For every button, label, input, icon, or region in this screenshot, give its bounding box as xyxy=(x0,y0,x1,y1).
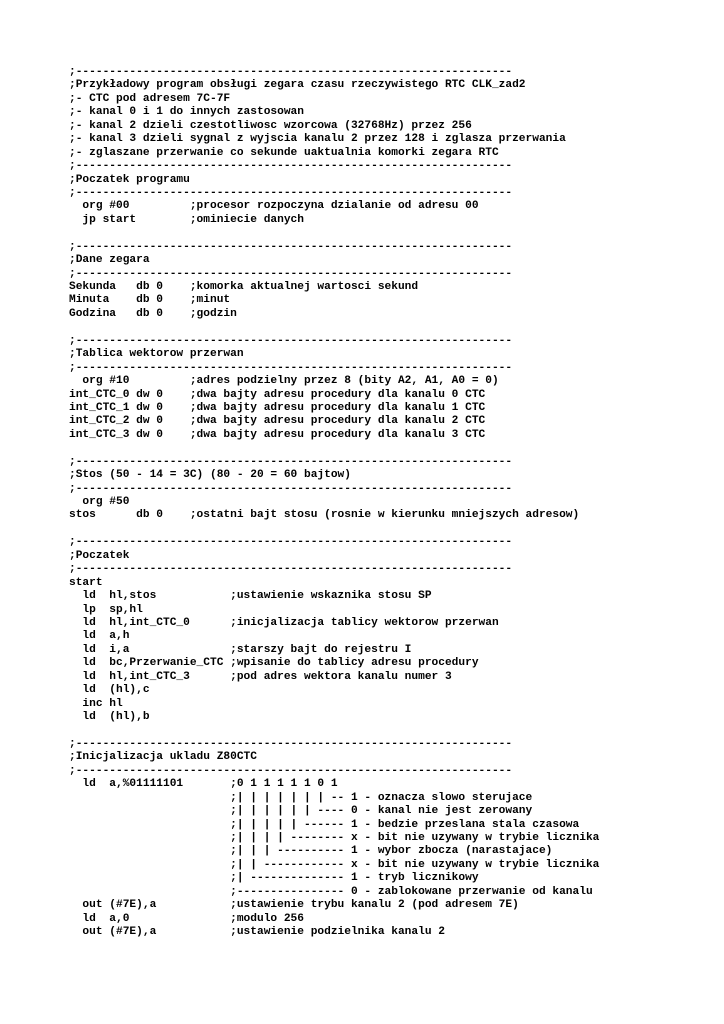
separator-line: ;----------------------------------------------------------------- xyxy=(69,764,513,777)
separator-line: ;----------------------------------------------------------------- xyxy=(69,66,513,78)
comment-line: ;Poczatek programu xyxy=(69,173,190,186)
code-line: Minuta db 0 ;minut xyxy=(69,294,231,307)
comment-line: ;- kanal 0 i 1 do innych zastosowan xyxy=(69,106,304,119)
comment-line: ;Tablica wektorow przerwan xyxy=(69,348,244,361)
separator-line: ;----------------------------------------------------------------- xyxy=(69,186,513,199)
code-line: ;| | | | | | | -- 1 - oznacza slowo sterujace xyxy=(69,791,533,804)
code-line: ;| | | | -------- x - bit nie uzywany w trybie licznika xyxy=(69,831,600,844)
code-line: ld (hl),b xyxy=(69,711,150,723)
code-line: ld i,a ;starszy bajt do rejestru I xyxy=(69,643,412,656)
assembly-code-listing xyxy=(69,66,599,939)
code-line: org #10 ;adres podzielny przez 8 (bity A2, A1, A0 = 0) xyxy=(69,375,499,388)
separator-line: ;----------------------------------------------------------------- xyxy=(69,482,513,495)
code-line: ld a,0 ;modulo 256 xyxy=(69,912,304,925)
code-line: Godzina db 0 ;godzin xyxy=(69,307,237,320)
blank-line xyxy=(69,724,599,737)
code-line: ld hl,stos ;ustawienie wskaznika stosu SP xyxy=(69,590,432,603)
separator-line: ;----------------------------------------------------------------- xyxy=(69,563,513,576)
comment-line: ;Przykładowy program obsługi zegara czasu rzeczywistego RTC CLK_zad2 xyxy=(69,79,526,92)
code-line: ;| -------------- 1 - tryb licznikowy xyxy=(69,872,479,885)
code-line: out (#7E),a ;ustawienie trybu kanalu 2 (pod adresem 7E) xyxy=(69,899,519,912)
comment-line: ;- kanal 3 dzieli sygnal z wyjscia kanalu 2 przez 128 i zglasza przerwania xyxy=(69,133,566,146)
code-line: ld (hl),c xyxy=(69,684,150,697)
comment-line: ;Stos (50 - 14 = 3C) (80 - 20 = 60 bajtow) xyxy=(69,469,351,482)
code-line: int_CTC_1 dw 0 ;dwa bajty adresu procedury dla kanalu 1 CTC xyxy=(69,401,486,414)
code-line: ;| | | | | ------ 1 - bedzie przeslana stala czasowa xyxy=(69,818,580,831)
comment-line: ;Poczatek xyxy=(69,549,130,562)
separator-line: ;----------------------------------------------------------------- xyxy=(69,737,513,750)
code-line: ;| | | | | | ---- 0 - kanal nie jest zerowany xyxy=(69,805,533,818)
code-line: org #00 ;procesor rozpoczyna dzialanie od adresu 00 xyxy=(69,200,479,213)
code-line: ld hl,int_CTC_3 ;pod adres wektora kanalu numer 3 xyxy=(69,670,452,683)
comment-line: ;- zglaszane przerwanie co sekunde uaktualnia komorki zegara RTC xyxy=(69,146,499,159)
code-line: Sekunda db 0 ;komorka aktualnej wartosci sekund xyxy=(69,281,419,293)
code-line: int_CTC_0 dw 0 ;dwa bajty adresu procedury dla kanalu 0 CTC xyxy=(69,388,486,401)
code-line: ;---------------- 0 - zablokowane przerwanie od kanalu xyxy=(69,885,593,898)
code-line: org #50 xyxy=(69,496,130,508)
code-line: int_CTC_2 dw 0 ;dwa bajty adresu procedury dla kanalu 2 CTC xyxy=(69,415,486,428)
separator-line: ;----------------------------------------------------------------- xyxy=(69,240,513,253)
code-line: ;| | | ---------- 1 - wybor zbocza (narastajace) xyxy=(69,845,553,858)
blank-line xyxy=(69,227,599,240)
separator-line: ;----------------------------------------------------------------- xyxy=(69,334,513,347)
code-line: ld hl,int_CTC_0 ;inicjalizacja tablicy wektorow przerwan xyxy=(69,616,499,629)
code-line: jp start ;ominiecie danych xyxy=(69,213,304,226)
blank-line xyxy=(69,321,599,334)
separator-line: ;----------------------------------------------------------------- xyxy=(69,160,513,173)
comment-line: ;- CTC pod adresem 7C-7F xyxy=(69,92,231,105)
code-line: stos db 0 ;ostatni bajt stosu (rosnie w kierunku mniejszych adresow) xyxy=(69,509,580,522)
separator-line: ;----------------------------------------------------------------- xyxy=(69,455,513,468)
separator-line: ;----------------------------------------------------------------- xyxy=(69,361,513,374)
blank-line xyxy=(69,523,599,536)
separator-line: ;----------------------------------------------------------------- xyxy=(69,267,513,280)
comment-line: ;Dane zegara xyxy=(69,254,150,267)
code-line: out (#7E),a ;ustawienie podzielnika kanalu 2 xyxy=(69,926,445,938)
code-line: ld a,h xyxy=(69,630,130,643)
code-line: ;| | ------------ x - bit nie uzywany w trybie licznika xyxy=(69,858,600,871)
code-line: int_CTC_3 dw 0 ;dwa bajty adresu procedury dla kanalu 3 CTC xyxy=(69,428,486,441)
code-line: start xyxy=(69,576,103,589)
comment-line: ;- kanal 2 dzieli czestotliwosc wzorcowa (32768Hz) przez 256 xyxy=(69,119,472,132)
blank-line xyxy=(69,442,599,455)
comment-line: ;Inicjalizacja ukladu Z80CTC xyxy=(69,751,257,764)
code-line: lp sp,hl xyxy=(69,603,143,616)
code-line: ld a,%01111101 ;0 1 1 1 1 1 0 1 xyxy=(69,778,338,791)
code-line: inc hl xyxy=(69,697,123,710)
code-line: ld bc,Przerwanie_CTC ;wpisanie do tablicy adresu procedury xyxy=(69,657,479,670)
separator-line: ;----------------------------------------------------------------- xyxy=(69,536,513,549)
